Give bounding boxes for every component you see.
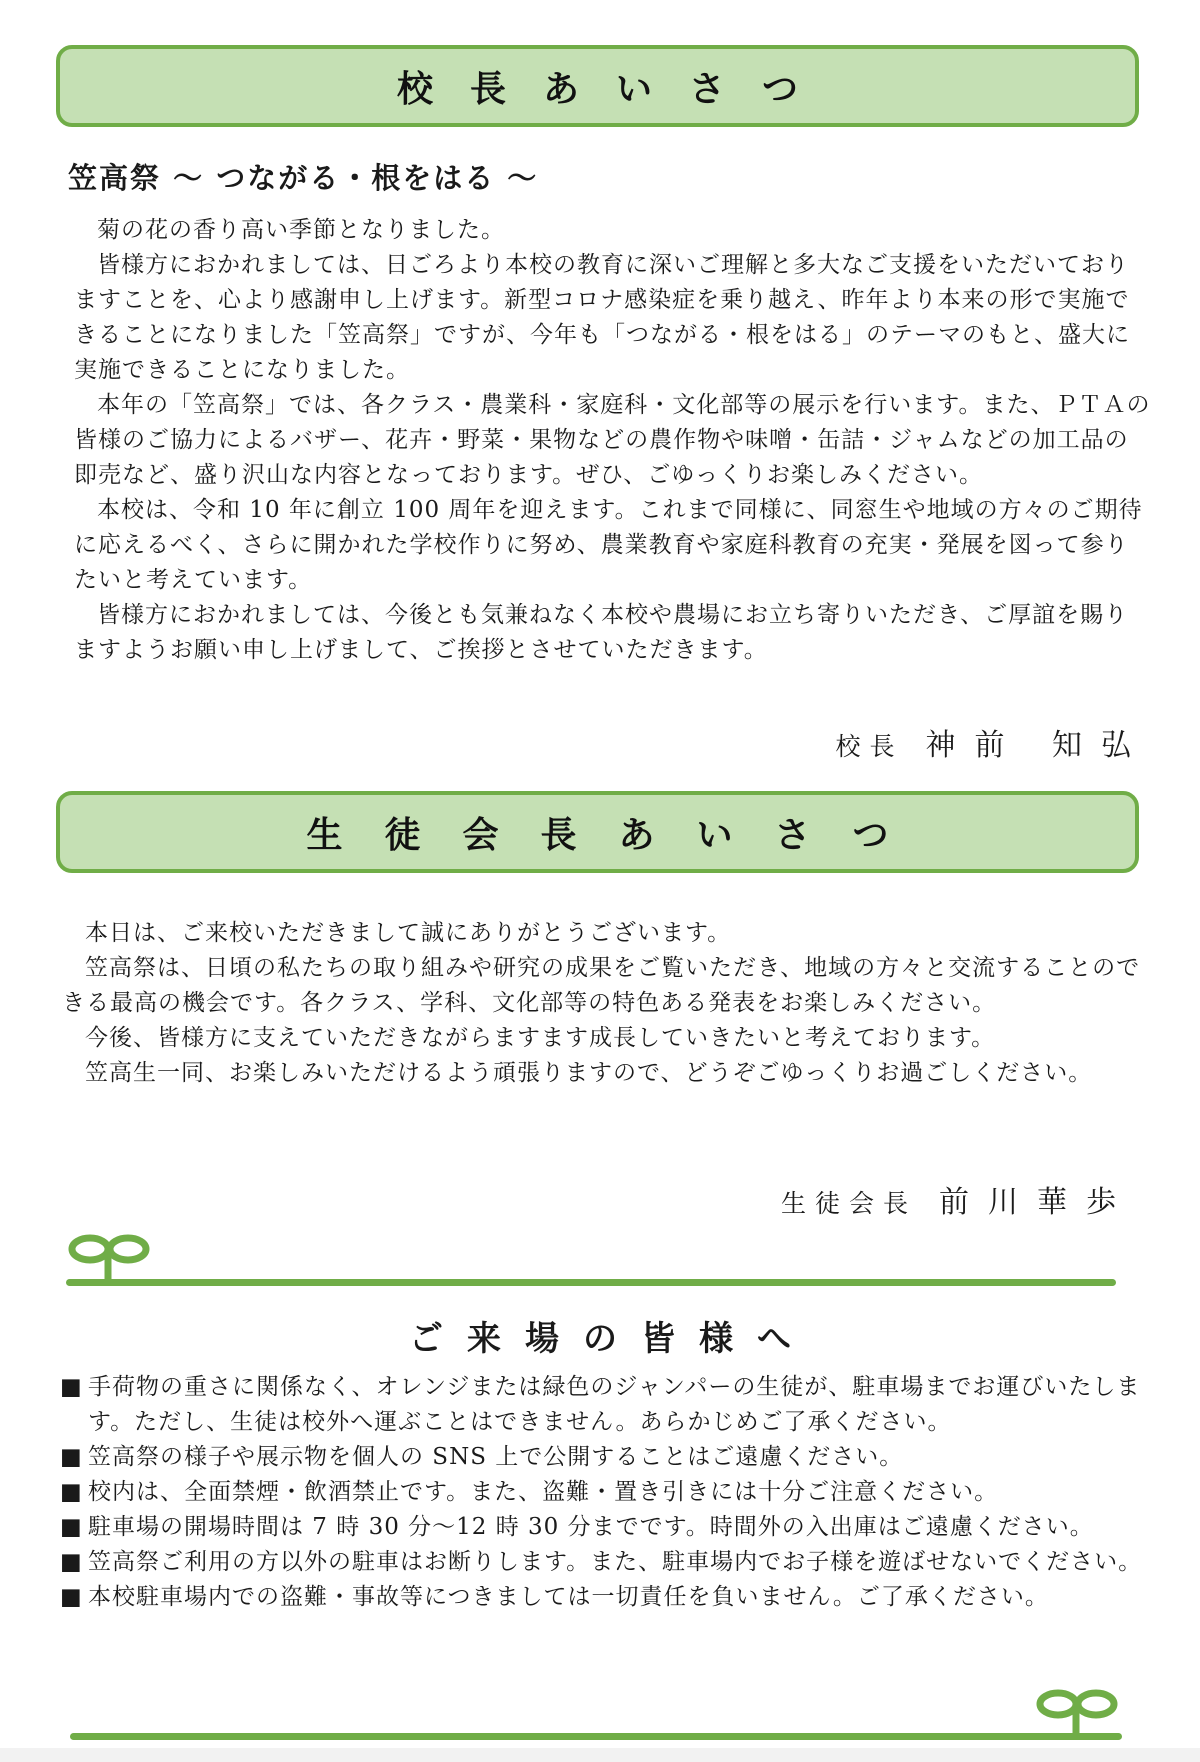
notice-item bbox=[60, 1510, 1160, 1545]
notice-item bbox=[60, 1370, 1160, 1440]
notice-text: 笠高祭の様子や展示物を個人の SNS 上で公開することはご遠慮ください。 bbox=[88, 1444, 904, 1470]
page-edge bbox=[0, 1748, 1200, 1762]
student-council-greeting-heading: 生徒会長あいさつ bbox=[306, 814, 931, 856]
student-council-paragraph: 本日は、ご来校いただきまして誠にありがとうございます。 bbox=[85, 920, 732, 946]
student-council-paragraph: 笠高生一同、お楽しみいただけるよう頑張りますので、どうぞごゆっくりお過ごしください。 bbox=[85, 1060, 1093, 1086]
signature-name: 前川華歩 bbox=[939, 1185, 1135, 1220]
principal-paragraph: 本年の「笠高祭」では、各クラス・農業科・家庭科・文化部等の展示を行います。また、ＰＴＡの皆様のご協力によるバザー、花卉・野菜・果物などの農作物や味噌・缶詰・ジャムなどの加工品の即売など、盛り沢山な内容となっております。ぜひ、ごゆっくりお楽しみください。 bbox=[74, 392, 1151, 488]
principal-message bbox=[74, 213, 1152, 668]
notice-text: 手荷物の重さに関係なく、オレンジまたは緑色のジャンパーの生徒が、駐車場までお運びいたします。ただし、生徒は校外へ運ぶことはできません。あらかじめご了承ください。 bbox=[88, 1374, 1141, 1435]
notice-item bbox=[60, 1580, 1160, 1615]
student-council-message bbox=[62, 916, 1144, 1091]
visitors-heading-wrap bbox=[0, 1311, 1200, 1360]
section-divider bbox=[66, 1279, 1116, 1286]
bullet-square-icon: ■ bbox=[60, 1444, 83, 1470]
principal-paragraph: 皆様方におかれましては、今後とも気兼ねなく本校や農場にお立ち寄りいただき、ご厚誼を賜りますようお願い申し上げまして、ご挨拶とさせていただきます。 bbox=[74, 602, 1129, 663]
bullet-square-icon: ■ bbox=[60, 1374, 83, 1400]
notice-item bbox=[60, 1545, 1160, 1580]
notice-text: 駐車場の開場時間は 7 時 30 分〜12 時 30 分までです。時間外の入出庫はご遠慮ください。 bbox=[88, 1514, 1094, 1540]
principal-paragraph: 皆様方におかれましては、日ごろより本校の教育に深いご理解と多大なご支援をいただいておりますことを、心より感謝申し上げます。新型コロナ感染症を乗り越え、昨年より本来の形で実施できることになりました「笠高祭」ですが、今年も「つながる・根をはる」のテーマのもと、盛大に実施できることになりました。 bbox=[74, 252, 1130, 383]
student-council-signature bbox=[781, 1177, 1135, 1221]
principal-greeting-banner bbox=[56, 45, 1139, 127]
signature-role: 生徒会長 bbox=[780, 1189, 917, 1218]
student-council-paragraph: 笠高祭は、日頃の私たちの取り組みや研究の成果をご覧いただき、地域の方々と交流することのできる最高の機会です。各クラス、学科、文化部等の特色ある発表をお楽しみください。 bbox=[62, 955, 1141, 1016]
visitor-notices bbox=[60, 1370, 1160, 1615]
notice-item bbox=[60, 1440, 1160, 1475]
bottom-divider bbox=[70, 1733, 1122, 1740]
notice-text: 校内は、全面禁煙・飲酒禁止です。また、盗難・置き引きには十分ご注意ください。 bbox=[88, 1479, 999, 1505]
signature-name: 神前 知弘 bbox=[925, 728, 1150, 763]
notice-text: 笠高祭ご利用の方以外の駐車はお断りします。また、駐車場内でお子様を遊ばせないでください。 bbox=[88, 1549, 1143, 1575]
student-council-paragraph: 今後、皆様方に支えていただきながらますます成長していきたいと考えております。 bbox=[85, 1025, 996, 1051]
principal-signature bbox=[835, 720, 1150, 764]
sprout-icon bbox=[1036, 1687, 1120, 1739]
visitors-heading: ご来場の皆様へ bbox=[409, 1319, 815, 1359]
notice-item bbox=[60, 1475, 1160, 1510]
principal-paragraph: 本校は、令和 10 年に創立 100 周年を迎えます。これまで同様に、同窓生や地域の方々のご期待に応えるべく、さらに開かれた学校作りに努め、農業教育や家庭科教育の充実・発展を図って参りたいと考えています。 bbox=[74, 497, 1143, 593]
bullet-square-icon: ■ bbox=[60, 1479, 83, 1505]
principal-greeting-heading: 校長あいさつ bbox=[396, 68, 835, 110]
student-council-greeting-banner bbox=[56, 791, 1139, 873]
notice-text: 本校駐車場内での盗難・事故等につきましては一切責任を負いません。ご了承ください。 bbox=[88, 1584, 1049, 1610]
festival-subtitle: 笠高祭 〜 つながる・根をはる 〜 bbox=[68, 161, 539, 195]
signature-role: 校長 bbox=[835, 732, 904, 761]
sprout-icon bbox=[68, 1232, 152, 1284]
bullet-square-icon: ■ bbox=[60, 1514, 83, 1540]
bullet-square-icon: ■ bbox=[60, 1584, 83, 1610]
bullet-square-icon: ■ bbox=[60, 1549, 83, 1575]
principal-paragraph: 菊の花の香り高い季節となりました。 bbox=[97, 217, 505, 243]
